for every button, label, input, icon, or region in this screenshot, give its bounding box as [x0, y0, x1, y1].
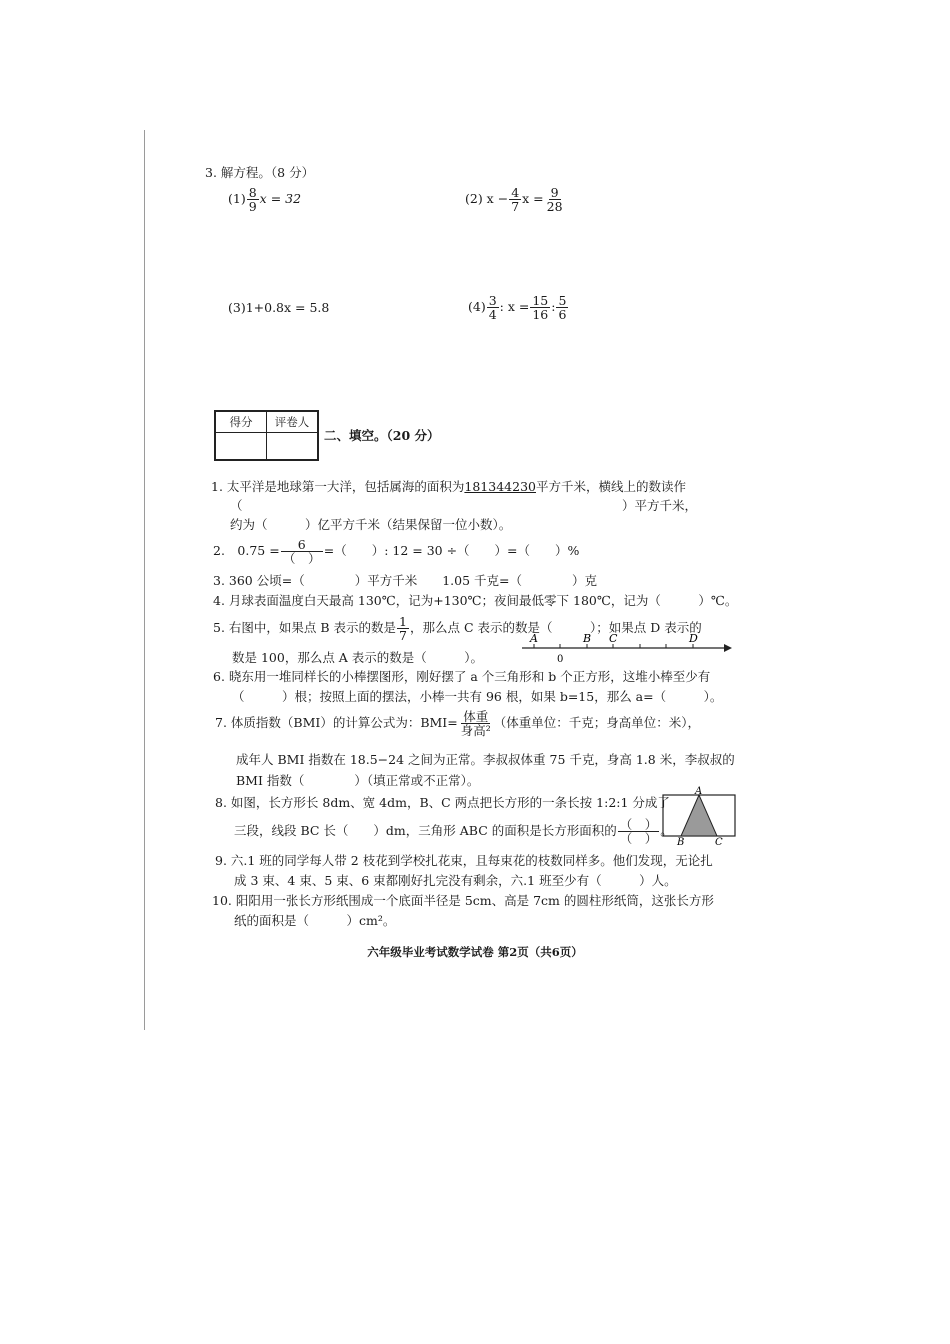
q8-line2: 三段，线段 BC 长（ ）dm，三角形 ABC 的面积是长方形面积的 $\frac{( )}{( )}$ 。 [234, 817, 673, 846]
point-b: B [583, 632, 592, 645]
fraction: $\frac{8}{9}$ [248, 185, 257, 214]
fraction: $\frac{1}{7}$ [399, 614, 407, 643]
q7-line2: 成年人 BMI 指数在 18.5−24 之间为正常。李叔叔体重 75 千克，身高 1.8 米，李叔叔的 [236, 752, 735, 767]
fraction: $\frac{15}{16}$ [532, 293, 549, 322]
score-cell [215, 433, 267, 461]
q1-blank-open: （ [230, 498, 243, 513]
q9-line1: 9. 六.1 班的同学每人带 2 枝花到学校扎花束，且每束花的枝数同样多。他们发现，无论扎 [215, 853, 713, 868]
label-b: B [677, 837, 685, 848]
eq-label: (1) [228, 191, 246, 206]
q5-line1: 5. 右图中，如果点 B 表示的数是 $\frac{1}{7}$ ，那么点 C 表示的数是（ ）；如果点 D 表示的 [213, 614, 702, 643]
equation-1 [228, 186, 301, 213]
arrow-icon [724, 644, 732, 652]
label-a: A [695, 786, 703, 797]
q9-line2: 成 3 束、4 束、5 束、6 束都刚好扎完没有剩余，六.1 班至少有（ ）人。 [234, 873, 677, 888]
eq-rest: x = 32 [259, 191, 302, 206]
eq-mid: : x = [499, 299, 530, 314]
eq-mid: x = [522, 191, 544, 206]
eq-label: (2) x − [465, 191, 509, 206]
point-a: A [530, 632, 538, 645]
q4: 4. 月球表面温度白天最高 130℃，记为+130℃；夜间最低零下 180℃，记为（ ）℃。 [213, 593, 738, 608]
q1-blank-close: ）平方千米， [622, 498, 698, 513]
fraction: $\frac{9}{28}$ [546, 185, 563, 214]
q8-line1: 8. 如图，长方形长 8dm、宽 4dm，B、C 两点把长方形的一条长按 1:2:1 分成了 [215, 795, 670, 810]
fraction: $\frac{3}{4}$ [488, 293, 497, 322]
q3: 3. 360 公顷=（ ）平方千米 1.05 千克=（ ）克 [213, 573, 597, 588]
fraction: $\frac{( )}{( )}$ [619, 817, 658, 846]
eq-label: (4) [468, 299, 486, 314]
fraction: $\frac{4}{7}$ [511, 185, 520, 214]
point-d: D [689, 632, 698, 645]
equation-3: (3)1+0.8x = 5.8 [228, 300, 330, 315]
fraction: $\frac{6}{( )}$ [281, 538, 323, 565]
q10-line1: 10. 阳阳用一张长方形纸围成一个底面半径是 5cm、高是 7cm 的圆柱形纸筒，这张长方形 [212, 893, 714, 908]
equation-4 [468, 294, 569, 321]
q6-line1: 6. 晓东用一堆同样长的小棒摆图形，刚好摆了 a 个三角形和 b 个正方形，这堆小棒至少有 [213, 669, 711, 684]
zero-label: 0 [557, 654, 564, 665]
grader-header: 评卷人 [267, 411, 319, 433]
q1-line3: 约为（ ）亿平方千米（结果保留一位小数）。 [230, 517, 512, 532]
q10-line2: 纸的面积是（ ）cm²。 [234, 913, 396, 928]
q5-line2: 数是 100，那么点 A 表示的数是（ ）。 [232, 650, 484, 665]
eq-sep: : [551, 299, 556, 314]
q2: 2. 0.75 = $\frac{6}{( )}$ =（ ）: 12 = 30 ÷（ ）=（ ）% [213, 537, 580, 566]
grader-cell [267, 433, 319, 461]
q7-line1: 7. 体质指数（BMI）的计算公式为：BMI= $\frac{\text{体重}}{\text{身高²}}$ （体重单位：千克；身高单位：米）， [215, 709, 701, 738]
q7-line3: BMI 指数（ ）（填正常或不正常）。 [236, 773, 480, 788]
number-line [518, 630, 734, 666]
scan-edge-line [144, 130, 145, 1030]
q6-line2: （ ）根；按照上面的摆法，小棒一共有 96 根，如果 b=15，那么 a=（ ）。 [232, 689, 723, 704]
section2-title: 二、填空。（20 分） [324, 428, 440, 443]
label-c: C [715, 837, 723, 848]
page-footer: 六年级毕业考试数学试卷 第2页（共6页） [367, 945, 583, 959]
score-header: 得分 [215, 411, 267, 433]
rectangle-triangle-figure [660, 786, 740, 848]
fraction: $\frac{5}{6}$ [558, 293, 567, 322]
fraction: $\frac{\text{体重}}{\text{身高²}}$ [460, 709, 491, 738]
equation-2 [465, 186, 566, 213]
score-table [214, 410, 319, 461]
point-c: C [609, 632, 618, 645]
section3-title: 3. 解方程。（8 分） [205, 165, 315, 180]
q1-line1: 1. 太平洋是地球第一大洋，包括属海的面积为181344230平方千米，横线上的数读作 [211, 479, 686, 494]
